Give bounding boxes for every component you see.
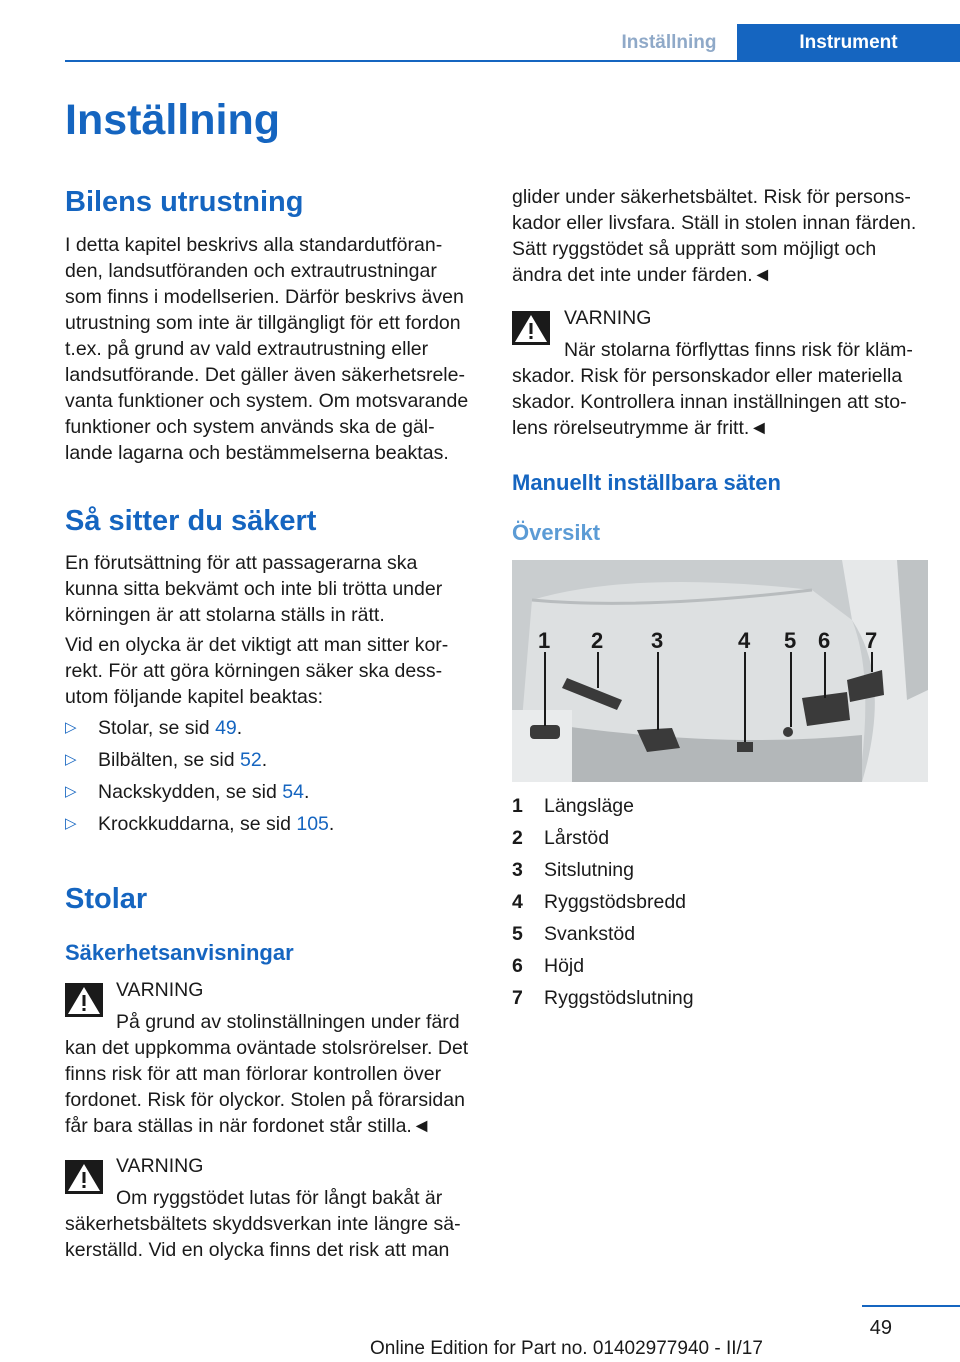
text-line: rekt. För att göra körningen säker ska dess- [65, 660, 443, 682]
text-line: I detta kapitel beskrivs alla standardutföran- [65, 234, 443, 256]
warning-label: VARNING [116, 979, 204, 1001]
legend-number: 2 [512, 827, 523, 849]
section2-paragraph-2 [65, 632, 485, 710]
legend-label: Höjd [544, 955, 585, 977]
page-title: Inställning [65, 96, 280, 144]
text-line: som finns i modellserien. Därför beskrivs även [65, 286, 464, 308]
subsection-title-sakerhetsanvisningar: Säkerhetsanvisningar [65, 940, 294, 965]
text-line: skador. Kontrollera innan inställningen att sto- [512, 391, 907, 413]
text-line: finns risk för att man förlorar kontrollen över [65, 1063, 442, 1085]
warning-triangle-icon [65, 1160, 103, 1194]
triangle-bullet-icon: ▷ [65, 815, 77, 832]
legend-number: 3 [512, 859, 523, 881]
warning-label: VARNING [564, 307, 652, 329]
warning-text-first: Om ryggstödet lutas för långt bakåt är [116, 1187, 443, 1209]
text-line: skador. Risk för personskador eller materiella [512, 365, 903, 387]
legend-row [512, 790, 912, 822]
legend-row [512, 822, 912, 854]
legend-row [512, 854, 912, 886]
photo-label: 2 [591, 628, 604, 653]
text-line: glider under säkerhetsbältet. Risk för persons- [512, 186, 911, 208]
list-item [65, 715, 485, 747]
list-item-text: Krockkuddarna, se sid 105. [98, 813, 335, 835]
warning-continuation [512, 184, 932, 288]
text-line: vanta funktioner och system. Om motsvarande [65, 390, 469, 412]
subsection-title-manuellt-installbara-saten: Manuellt inställbara säten [512, 470, 781, 495]
legend-number: 1 [512, 795, 523, 817]
page-link[interactable]: 54 [282, 781, 304, 803]
warning-text [65, 1211, 485, 1263]
section-title-bilens-utrustning: Bilens utrustning [65, 186, 304, 218]
list-item-text: Stolar, se sid 49. [98, 717, 243, 739]
footer-rule [862, 1305, 960, 1307]
overview-title: Översikt [512, 520, 601, 545]
legend-row [512, 982, 912, 1014]
warning-text-first: På grund av stolinställningen under färd [116, 1011, 460, 1033]
section2-paragraph-1 [65, 550, 485, 628]
seat-controls-photo [512, 560, 928, 782]
seat-illustration [512, 560, 928, 782]
section-title-stolar: Stolar [65, 883, 148, 915]
page-link[interactable]: 105 [296, 813, 329, 835]
warning-text [512, 363, 932, 441]
page-link[interactable]: 49 [215, 717, 237, 739]
page-number: 49 [869, 1317, 892, 1339]
legend-label: Längsläge [544, 795, 634, 817]
legend-row [512, 918, 912, 950]
text-line: utom följande kapitel beaktas: [65, 686, 323, 708]
text-line: En förutsättning för att passagerarna ska [65, 552, 418, 574]
text-line: Sätt ryggstödet så upprätt som möjligt och [512, 238, 877, 260]
legend-number: 5 [512, 923, 523, 945]
text-line: den, landsutföranden och extrautrustningar [65, 260, 437, 282]
legend-label: Ryggstödsbredd [544, 891, 687, 913]
photo-label: 4 [738, 628, 751, 653]
text-line: kunna sitta bekvämt och inte bli trötta under [65, 578, 443, 600]
text-line: lens rörelseutrymme är fritt.◄ [512, 417, 769, 439]
footer-edition-text: Online Edition for Part no. 01402977940 - II/17 [370, 1338, 763, 1359]
text-line: får bara ställas in när fordonet står stilla.◄ [65, 1115, 432, 1137]
warning-label: VARNING [116, 1155, 204, 1177]
list-item [65, 779, 485, 811]
text-line: Vid en olycka är det viktigt att man sitter kor- [65, 634, 449, 656]
header-tab-active[interactable]: Instrument [737, 24, 960, 61]
text-line: funktioner och system används ska de gäl- [65, 416, 435, 438]
warning-triangle-icon [512, 311, 550, 345]
list-item [65, 747, 485, 779]
text-line: t.ex. på grund av vald extrautrustning eller [65, 338, 429, 360]
photo-label: 5 [784, 628, 797, 653]
header-rule [65, 60, 960, 62]
legend-row [512, 886, 912, 918]
header-tab-inactive[interactable]: Inställning [621, 32, 717, 53]
page-link[interactable]: 52 [240, 749, 262, 771]
legend-row [512, 950, 912, 982]
text-line: kan det uppkomma oväntade stolsrörelser. Det [65, 1037, 469, 1059]
text-line: körningen är att stolarna ställs in rätt. [65, 604, 385, 626]
chapter-list [65, 715, 485, 843]
triangle-bullet-icon: ▷ [65, 719, 77, 736]
text-line: ändra det inte under färden.◄ [512, 264, 772, 286]
photo-label: 6 [818, 628, 831, 653]
warning-triangle-icon [65, 983, 103, 1017]
warning-text-first: När stolarna förflyttas finns risk för kläm- [564, 339, 913, 361]
photo-label: 3 [651, 628, 664, 653]
section-title-sa-sitter-du-sakert: Så sitter du säkert [65, 505, 317, 537]
section1-paragraph [65, 232, 485, 466]
triangle-bullet-icon: ▷ [65, 783, 77, 800]
legend-number: 6 [512, 955, 523, 977]
legend-label: Lårstöd [544, 827, 610, 849]
photo-label: 7 [865, 628, 878, 653]
text-line: lande lagarna och bestämmelserna beaktas. [65, 442, 449, 464]
legend-label: Ryggstödslutning [544, 987, 694, 1009]
warning-text [65, 1035, 485, 1139]
text-line: kerställd. Vid en olycka finns det risk att man [65, 1239, 450, 1261]
legend-number: 4 [512, 891, 523, 913]
legend-label: Svankstöd [544, 923, 636, 945]
triangle-bullet-icon: ▷ [65, 751, 77, 768]
text-line: fordonet. Risk för olyckor. Stolen på förarsidan [65, 1089, 465, 1111]
text-line: utrustning som inte är tillgängligt för ett fordon [65, 312, 461, 334]
text-line: säkerhetsbältets skyddsverkan inte längre sä- [65, 1213, 461, 1235]
text-line: landsutförande. Det gäller även säkerhetsrele- [65, 364, 465, 386]
legend-number: 7 [512, 987, 523, 1009]
text-line: kador eller livsfara. Ställ in stolen innan färden. [512, 212, 917, 234]
list-item-text: Bilbälten, se sid 52. [98, 749, 268, 771]
list-item-text: Nackskydden, se sid 54. [98, 781, 310, 803]
photo-label: 1 [538, 628, 551, 653]
photo-legend [512, 790, 912, 1014]
list-item [65, 811, 485, 843]
legend-label: Sitslutning [544, 859, 634, 881]
